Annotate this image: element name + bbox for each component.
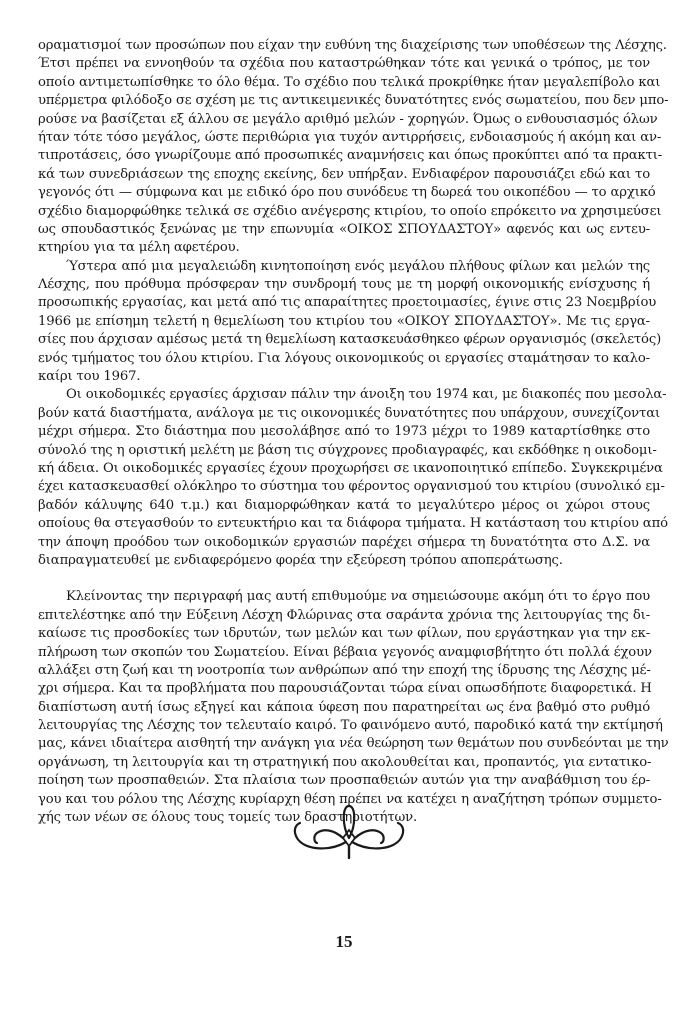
text-line: μας, κάνει ιδιαίτερα αισθητή την ανάγκη για νέα θεώρηση των θεμάτων που συνδεόνται με την bbox=[38, 736, 669, 752]
text-line: μέχρι σήμερα. Στο διάστημα που μεσολάβησε από το 1973 μέχρι το 1989 καταρτίσθηκε στο bbox=[38, 424, 650, 440]
text-line: ποίηση των προσπαθειών. Στα πλαίσια των προσπαθειών αυτών για την αναβάθμιση του έρ- bbox=[38, 773, 650, 789]
text-line: υπέρμετρα φιλόδοξο σε σχέση με τις αντικειμενικές δυνατότητες ενός σωματείου, που δεν μπο- bbox=[38, 93, 669, 109]
text-line: καίρι του 1967. bbox=[38, 369, 141, 385]
text-line: οργάνωση, τη λειτουργία και τη στρατηγική που ακολουθείται και, προπαντός, για εντατικο- bbox=[38, 754, 652, 770]
text-line: οποίους θα στεγασθούν το εντευκτήριο και τα διάφορα τμήματα. Η κατάσταση του κτιρίου από bbox=[38, 516, 668, 532]
paragraph-1 bbox=[38, 37, 669, 258]
text-line: βαδόν κάλυψης 640 τ.μ.) και διαμορφώθηκαν κατά το μεγαλύτερο μέρος οι χώροι στους bbox=[38, 497, 650, 513]
text-line: προσωπικής εργασίας, και μετά από τις απαραίτητες προετοιμασίες, έγινε στις 23 Νοεμβρίου bbox=[38, 295, 657, 311]
text-line: Κλείνοντας την περιγραφή μας αυτή επιθυμούμε να σημειώσουμε ακόμη ότι το έργο που bbox=[66, 589, 650, 605]
text-line: λειτουργίας της Λέσχης τον τελευταίο καιρό. Το φαινόμενο αυτό, παροδικό κατά την εκτίμησή bbox=[38, 718, 663, 734]
page-number: 15 bbox=[335, 932, 353, 951]
text-line: σύνολό της η οριστική μελέτη με βάση τις σύγχρονες προδιαγραφές, και εκδόθηκε η οικοδομι- bbox=[38, 442, 657, 458]
text-line: ρούσε να βασίζεται εξ άλλου σε μεγάλο αριθμό μελών - χορηγών. Όμως ο ενθουσιασμός όλων bbox=[38, 111, 658, 127]
text-line: Λέσχης, που πρόθυμα πρόσφεραν την συνδρομή τους με τη μορφή οικονομικής ενίσχυσης ή bbox=[38, 277, 650, 293]
text-line: Έτσι πρέπει να εννοηθούν τα σχέδια που καταστρώθηκαν τότε και γενικά ο τρόπος, με τον bbox=[38, 56, 650, 72]
text-line: χής των νέων σε όλους τους τομείς των δραστηριοτήτων. bbox=[38, 810, 418, 826]
text-line: έχει κατασκευασθεί ολόκληρο το σύστημα του φέροντος οργανισμού του κτιρίου (συνολικό εμ- bbox=[38, 479, 665, 495]
text-line: σίες που άρχισαν αμέσως μετά τη θεμελίωση κατασκευάσθηκεο φέρων οργανισμός (σκελετός) bbox=[38, 332, 662, 348]
paragraph-2 bbox=[38, 258, 662, 387]
text-line: διαπραγματευθεί με ενδιαφερόμενο φορέα την εξεύρεση τρόπου αποπεράτωσης. bbox=[38, 552, 563, 568]
text-line: οραματισμοί των προσώπων που είχαν την ευθύνη της διαχείρισης των υποθέσεων της Λέσχης. bbox=[38, 38, 667, 53]
text-line: κά των συνεδριάσεων της εποχης εκείνης, δεν υπήρξαν. Ενδιαφέρον παρουσιάζει εδώ και το bbox=[38, 166, 650, 182]
document-body bbox=[38, 37, 669, 827]
text-line: τιπροτάσεις, όσο γνωρίζουμε από προσωπικές αναμνήσεις και όπως προκύπτει από τα πρακτι- bbox=[38, 148, 663, 164]
fleuron-ornament-icon bbox=[284, 800, 414, 860]
text-line: οποίο αντιμετωπίσθηκε το όλο θέμα. Το σχέδιο που τελικά προκρίθηκε ήταν μεγαλεπίβολο και bbox=[38, 74, 661, 90]
text-line: σχέδιο διαμορφώθηκε τελικά σε σχέδιο ανέγερσης κτιρίου, το οποίο επρόκειτο να χρησιμεύσει bbox=[38, 203, 662, 219]
text-line: ήταν τότε τόσο μεγάλος, ώστε περιθώρια για τυχόν αντιρρήσεις, ενδοιασμούς ή ακόμη και αν- bbox=[38, 129, 662, 145]
text-line: επιτελέστηκε από την Εύξεινη Λέσχη Φλώρινας στα σαράντα χρόνια της λειτουργίας της δι- bbox=[38, 607, 650, 623]
text-line: κτηρίου για τα μέλη αφετέρου. bbox=[38, 240, 240, 256]
text-line: γου και του ρόλου της Λέσχης κυρίαρχη θέση πρέπει να κατέχει η αναζήτηση τρόπων συμμετο- bbox=[38, 791, 662, 807]
text-line: ως σπουδαστικός ξενώνας με την επωνυμία «ΟΙΚΟΣ ΣΠΟΥΔΑΣΤΟΥ» αφενός και ως εντευ- bbox=[38, 221, 650, 237]
text-line: γεγονός ότι — σύμφωνα και με ειδικό όρο που συνόδευε τη δωρεά του οικοπέδου — το αρχικό bbox=[38, 185, 656, 201]
text-line: ενός τμήματος του όλου κτιρίου. Για λόγους οικονομικούς οι εργασίες σταμάτησαν το καλο- bbox=[38, 350, 650, 366]
text-line: 1966 με επίσημη τελετή η θεμελίωση του κτιρίου του «ΟΙΚΟΥ ΣΠΟΥΔΑΣΤΟΥ». Με τις εργα- bbox=[38, 313, 650, 329]
text-line: κή άδεια. Οι οικοδομικές εργασίες έχουν προχωρήσει σε ικανοποιητικό επίπεδο. Συγκεκριμένα bbox=[38, 460, 663, 476]
text-line: χρι σήμερα. Και τα προβλήματα που παρουσιάζονται τώρα είναι οπωσδήποτε διαφορετικά. Η bbox=[38, 681, 652, 697]
text-line: Οι οικοδομικές εργασίες άρχισαν πάλιν την άνοιξη του 1974 και, με διακοπές που μεσολα- bbox=[66, 387, 667, 403]
text-line: Ύστερα από μια μεγαλειώδη κινητοποίηση ενός μεγάλου πλήθους φίλων και μελών της bbox=[66, 258, 650, 274]
text-line: διαπίστωση αυτή ίσως εξηγεί και κάποια ύφεση που παρατηρείται ως ένα βαθμό στο ρυθμό bbox=[38, 699, 650, 715]
text-line: βούν κατά διαστήματα, ανάλογα με τις οικονομικές δυνατότητες που υπάρχουν, συνεχίζονται bbox=[38, 405, 660, 421]
paragraph-4 bbox=[38, 588, 669, 827]
text-line: καίωσε τις προσδοκίες των ιδρυτών, των μελών και των φίλων, που εργάστηκαν για την εκ- bbox=[38, 626, 650, 642]
section-gap bbox=[38, 570, 650, 588]
paragraph-3 bbox=[38, 386, 668, 570]
text-line: αλλάξει στη ζωή και τη νοοτροπία των ανθρώπων από την εποχή της ίδρυσης της Λέσχης μέ- bbox=[38, 662, 651, 678]
text-line: πλήρωση των σκοπών του Σωματείου. Είναι βέβαια γεγονός αναμφισβήτητο ότι πολλά έχουν bbox=[38, 644, 652, 660]
text-line: την άποψη προόδου των οικοδομικών εργασιών παρέχει σήμερα τη δυνατότητα στο Δ.Σ. να bbox=[38, 534, 650, 550]
